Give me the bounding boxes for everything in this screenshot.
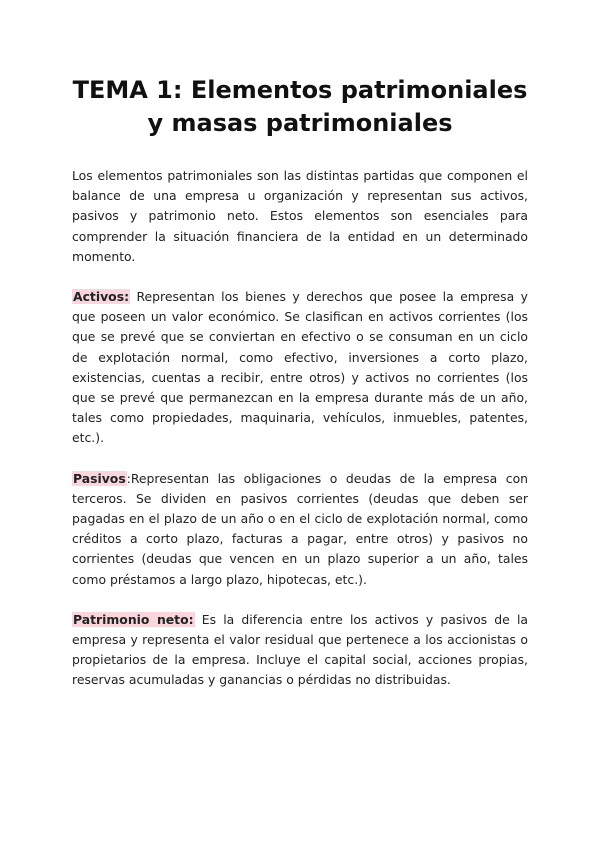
pasivos-text: :Representan las obligaciones o deudas de la empresa con terceros. Se dividen en pasivos corrientes (deudas que deben ser pagadas en el plazo de un año o en el ciclo de explotación normal, como créditos a corto plazo, facturas a pagar, entre otros) y pasivos no corrientes (deudas que vencen en un plazo superior a un año, tales como préstamos a largo plazo, hipotecas, etc.). <box>72 470 528 587</box>
page-title: TEMA 1: Elementos patrimoniales y masas patrimoniales <box>72 76 528 137</box>
patrimonio-neto-paragraph <box>72 610 528 691</box>
activos-text: Representan los bienes y derechos que posee la empresa y que poseen un valor económico. Se clasifican en activos corrientes (los que se prevé que se conviertan en efectivo o se consuman en un ciclo de explotación normal, como efectivo, inversiones a corto plazo, existencias, cuentas a recibir, entre otros) y activos no corrientes (los que se prevé que permanezcan en la empresa durante más de un año, tales como propiedades, maquinaria, vehículos, inmuebles, patentes, etc.). <box>72 289 528 446</box>
patrimonio-neto-text: Es la diferencia entre los activos y pasivos de la empresa y representa el valor residual que pertenece a los accionistas o propietarios de la empresa. Incluye el capital social, acciones propias, reservas acumuladas y ganancias o pérdidas no distribuidas. <box>72 611 528 688</box>
patrimonio-neto-term: Patrimonio neto: <box>73 611 194 627</box>
pasivos-term: Pasivos <box>73 470 126 486</box>
activos-term: Activos: <box>73 289 130 305</box>
intro-paragraph: Los elementos patrimoniales son las distintas partidas que componen el balance de una empresa u organización y representan sus activos, pasivos y patrimonio neto. Estos elementos son esenciales para comprender la situación financiera de la entidad en un determinado momento. <box>72 168 528 264</box>
activos-paragraph <box>72 287 528 449</box>
pasivos-paragraph <box>72 469 528 590</box>
